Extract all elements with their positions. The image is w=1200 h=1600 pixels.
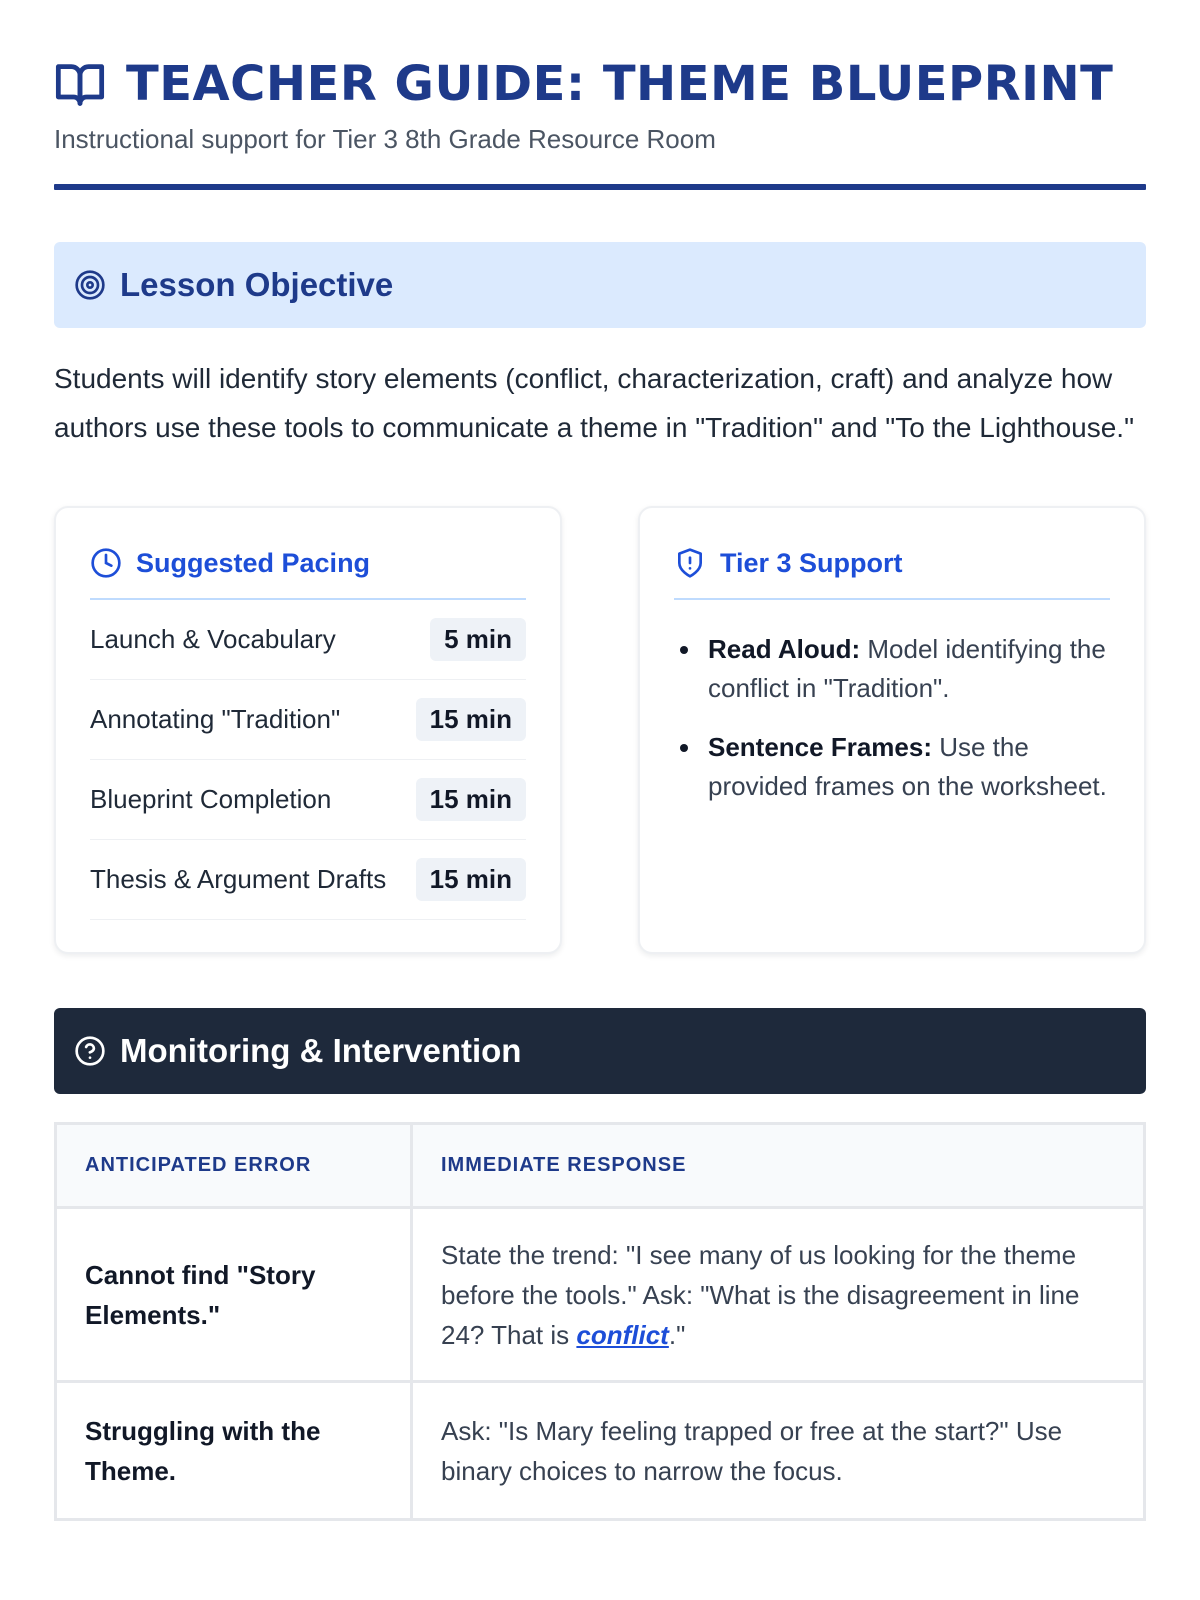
support-term: Read Aloud: bbox=[708, 634, 861, 664]
pacing-duration: 15 min bbox=[416, 778, 526, 821]
pacing-card bbox=[54, 506, 562, 954]
monitoring-banner bbox=[54, 1008, 1146, 1094]
header-divider bbox=[54, 184, 1146, 190]
pacing-row bbox=[90, 760, 526, 840]
page-subtitle: Instructional support for Tier 3 8th Grade Resource Room bbox=[54, 124, 716, 154]
pacing-activity: Annotating "Tradition" bbox=[90, 704, 341, 734]
pacing-row bbox=[90, 680, 526, 760]
support-card bbox=[638, 506, 1146, 954]
clock-icon bbox=[90, 547, 122, 579]
pacing-row bbox=[90, 600, 526, 680]
column-header-response: IMMEDIATE RESPONSE bbox=[412, 1124, 1145, 1208]
support-card-header bbox=[674, 542, 1110, 584]
response-text: Ask: "Is Mary feeling trapped or free at the start?" Use binary choices to narrow the focus. bbox=[441, 1415, 1063, 1486]
support-description: Model identifying the conflict in "Tradition". bbox=[708, 634, 1106, 703]
pacing-activity: Blueprint Completion bbox=[90, 784, 332, 814]
anticipated-error-cell: Cannot find "Story Elements." bbox=[56, 1208, 412, 1382]
table-row bbox=[56, 1208, 1145, 1382]
support-title: Tier 3 Support bbox=[720, 547, 903, 578]
pacing-duration: 15 min bbox=[416, 858, 526, 901]
immediate-response-cell bbox=[412, 1382, 1145, 1520]
support-description: Use the provided frames on the worksheet. bbox=[708, 732, 1107, 801]
support-item bbox=[674, 728, 1110, 806]
objective-banner bbox=[54, 242, 1146, 328]
target-icon bbox=[74, 269, 106, 301]
support-divider bbox=[674, 598, 1110, 600]
support-term: Sentence Frames: bbox=[708, 732, 932, 762]
pacing-card-header bbox=[90, 542, 526, 584]
anticipated-error-cell: Struggling with the Theme. bbox=[56, 1382, 412, 1520]
pacing-activity: Thesis & Argument Drafts bbox=[90, 864, 387, 894]
objective-text: Students will identify story elements (conflict, characterization, craft) and analyze how authors use these tools to communicate a theme in "Tradition" and "To the Lighthouse." bbox=[54, 363, 1135, 443]
conflict-link[interactable]: conflict bbox=[576, 1319, 669, 1350]
book-open-icon bbox=[54, 58, 106, 110]
pacing-activity: Launch & Vocabulary bbox=[90, 624, 336, 654]
support-list bbox=[674, 630, 1110, 806]
page-title: TEACHER GUIDE: THEME BLUEPRINT bbox=[126, 56, 1114, 112]
table-row bbox=[56, 1382, 1145, 1520]
response-text: State the trend: "I see many of us looking for the theme before the tools." Ask: "What is the disagreement in line 24? That is bbox=[441, 1239, 1080, 1350]
immediate-response-cell bbox=[412, 1208, 1145, 1382]
title-row bbox=[54, 54, 1146, 114]
pacing-title: Suggested Pacing bbox=[136, 547, 371, 578]
monitoring-table bbox=[54, 1122, 1146, 1521]
table-header-row bbox=[56, 1124, 1145, 1208]
response-text-end: ." bbox=[668, 1319, 686, 1350]
objective-title: Lesson Objective bbox=[120, 266, 394, 303]
pacing-duration: 15 min bbox=[416, 698, 526, 741]
pacing-duration: 5 min bbox=[430, 618, 526, 661]
page-header bbox=[54, 0, 1146, 190]
shield-alert-icon bbox=[674, 547, 706, 579]
help-circle-icon bbox=[74, 1035, 106, 1067]
support-item bbox=[674, 630, 1110, 708]
column-header-error: ANTICIPATED ERROR bbox=[56, 1124, 412, 1208]
info-cards bbox=[54, 506, 1146, 954]
monitoring-title: Monitoring & Intervention bbox=[120, 1032, 522, 1069]
pacing-row bbox=[90, 840, 526, 920]
